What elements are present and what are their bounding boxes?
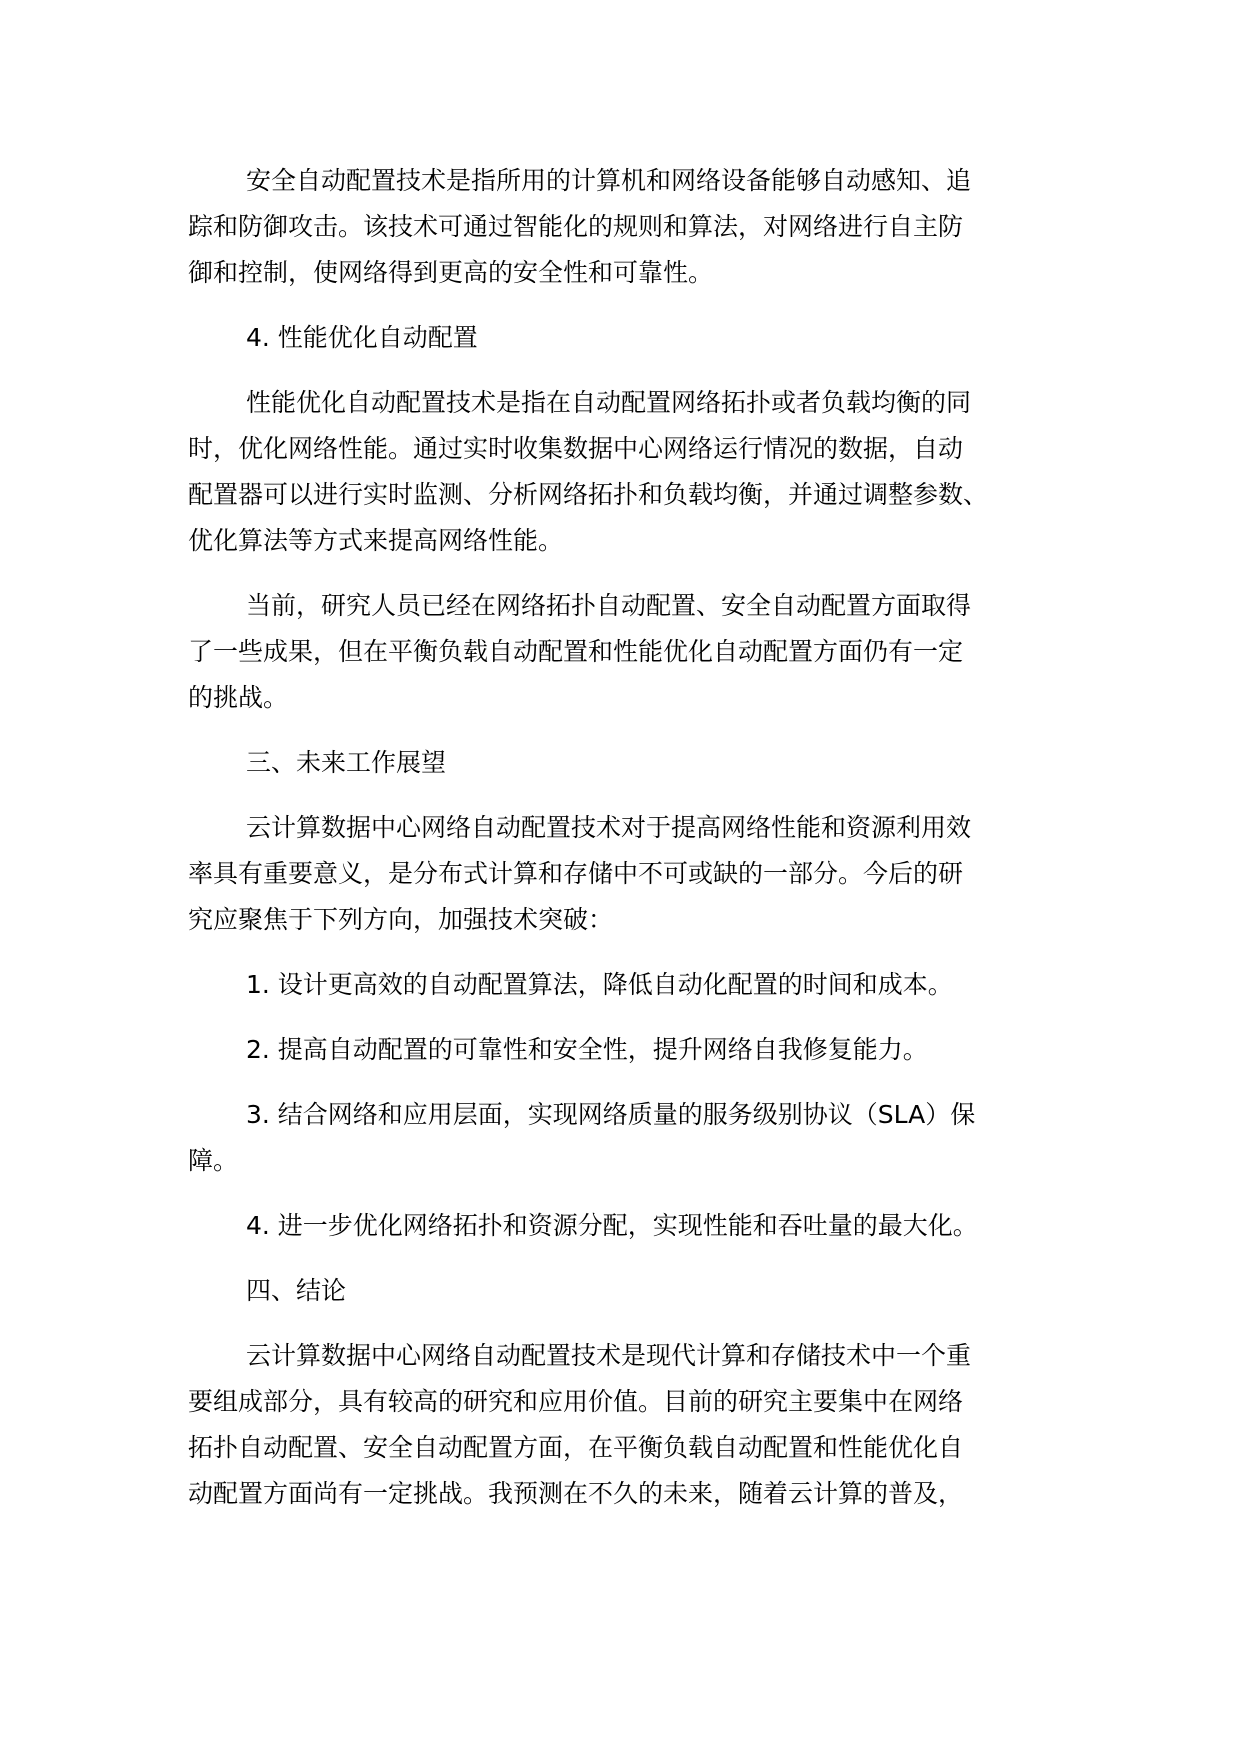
paragraph-future-directions: 云计算数据中心网络自动配置技术对于提高网络性能和资源利用效 率具有重要意义，是分布式计算和存储中不可或缺的一部分。今后的研 究应聚焦于下列方向，加强技术突破：	[188, 813, 972, 934]
heading-conclusion: 四、结论	[246, 1276, 347, 1305]
paragraph-current-status: 当前，研究人员已经在网络拓扑自动配置、安全自动配置方面取得 了一些成果，但在平衡负载自动配置和性能优化自动配置方面仍有一定 的挑战。	[188, 591, 972, 712]
list-item-3: 3. 结合网络和应用层面，实现网络质量的服务级别协议（SLA）保 障。	[188, 1100, 976, 1175]
paragraph-performance-autoconfig: 性能优化自动配置技术是指在自动配置网络拓扑或者负载均衡的同 时，优化网络性能。通过实时收集数据中心网络运行情况的数据，自动 配置器可以进行实时监测、分析网络拓扑和负载均衡，并通过调整参数、 优化算法等方式来提高网络性能。	[188, 388, 989, 555]
list-item-2: 2. 提高自动配置的可靠性和安全性，提升网络自我修复能力。	[246, 1035, 928, 1064]
heading-future-work: 三、未来工作展望	[246, 748, 447, 777]
document-body	[188, 158, 1088, 1536]
heading-performance-optimization: 4. 性能优化自动配置	[246, 323, 478, 352]
list-item-4: 4. 进一步优化网络拓扑和资源分配，实现性能和吞吐量的最大化。	[246, 1211, 978, 1240]
paragraph-conclusion: 云计算数据中心网络自动配置技术是现代计算和存储技术中一个重 要组成部分，具有较高的研究和应用价值。目前的研究主要集中在网络 拓扑自动配置、安全自动配置方面，在平衡负载自动配置和性能优化自 动配置方面尚有一定挑战。我预测在不久的未来，随着云计算的普及，	[188, 1341, 972, 1508]
paragraph-security-autoconfig: 安全自动配置技术是指所用的计算机和网络设备能够自动感知、追 踪和防御攻击。该技术可通过智能化的规则和算法，对网络进行自主防 御和控制，使网络得到更高的安全性和可靠性。	[188, 166, 972, 287]
list-item-1: 1. 设计更高效的自动配置算法，降低自动化配置的时间和成本。	[246, 970, 953, 999]
